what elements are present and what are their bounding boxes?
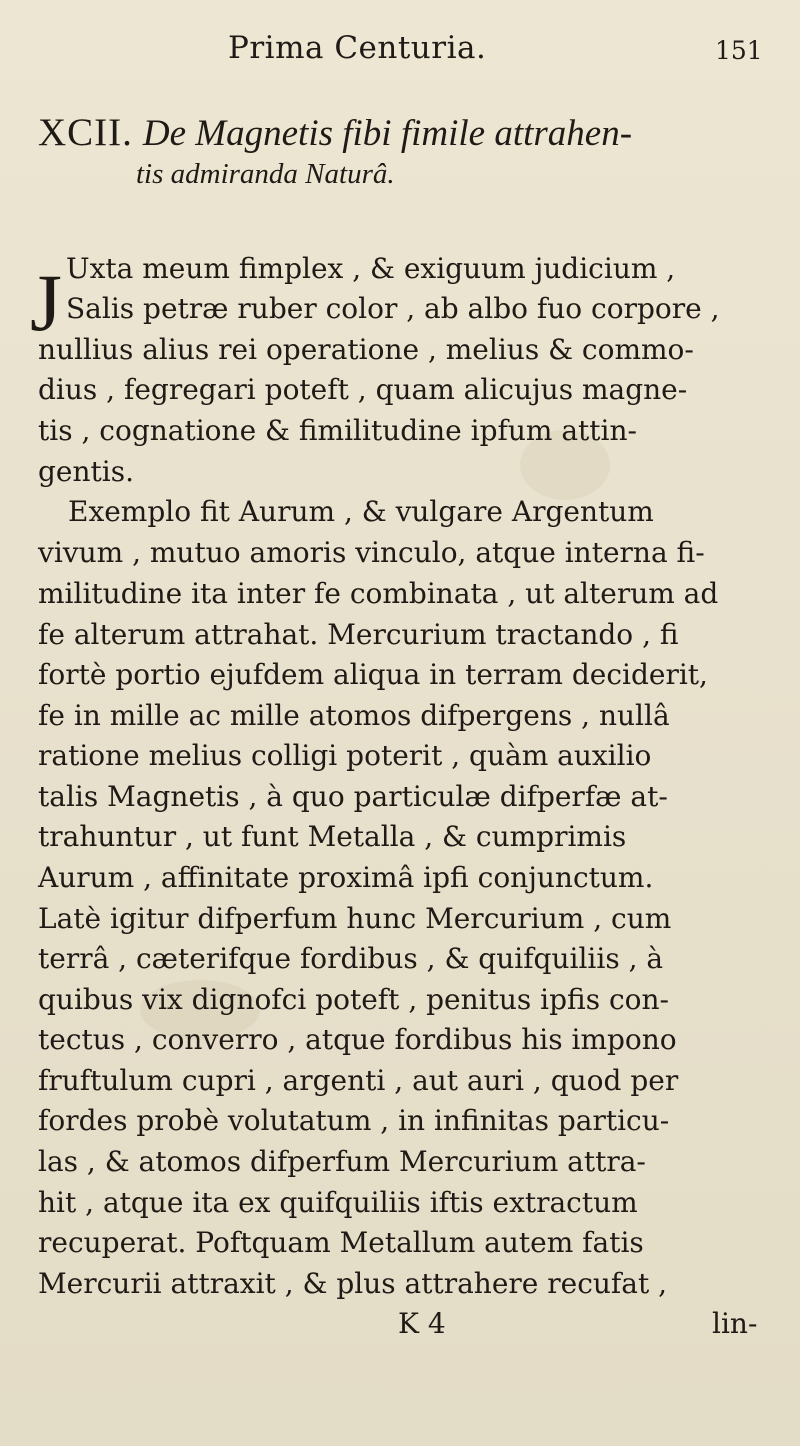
text-line: fe alterum attrahat. Mercurium tractando , fi: [38, 618, 679, 651]
chapter-number: XCII.: [38, 111, 133, 154]
text-line: recuperat. Poftquam Metallum autem fatis: [38, 1226, 644, 1259]
text-line: Salis petræ ruber color , ab albo fuo corpore ,: [66, 292, 720, 325]
text-line: ratione melius colligi poterit , quàm auxilio: [38, 739, 652, 772]
text-line: Aurum , affinitate proximâ ipfi conjunctum.: [38, 861, 654, 894]
text-line: las , & atomos difperfum Mercurium attra-: [38, 1145, 646, 1178]
text-line: talis Magnetis , à quo particulæ difperfæ at-: [38, 780, 668, 813]
text-line: Exemplo fit Aurum , & vulgare Argentum: [68, 495, 654, 528]
text-line: vivum , mutuo amoris vinculo, atque interna fi-: [38, 536, 705, 569]
running-head: Prima Centuria.: [228, 30, 487, 66]
chapter-title-part-2: tis admiranda Naturâ.: [136, 158, 395, 190]
text-line: fortè portio ejufdem aliqua in terram deciderit,: [38, 658, 708, 691]
text-line: fruftulum cupri , argenti , aut auri , quod per: [38, 1064, 679, 1097]
text-line: Uxta meum fimplex , & exiguum judicium ,: [66, 252, 676, 285]
catchword: lin-: [712, 1307, 758, 1340]
chapter-title-part-1: De Magnetis fibi fimile attrahen-: [142, 113, 633, 154]
page-number: 151: [715, 36, 763, 65]
text-line: tis , cognatione & fimilitudine ipfum attin-: [38, 414, 637, 447]
text-line: nullius alius rei operatione , melius & commo-: [38, 333, 694, 366]
signature-mark: K 4: [398, 1307, 446, 1340]
text-line: dius , fegregari poteft , quam alicujus magne-: [38, 373, 688, 406]
text-line: fordes probè volutatum , in infinitas particu-: [38, 1104, 670, 1137]
drop-cap: J: [30, 257, 62, 348]
text-line: terrâ , cæterifque fordibus , & quifquiliis , à: [38, 942, 664, 975]
text-line: hit , atque ita ex quifquiliis iftis extractum: [38, 1186, 638, 1219]
text-line: tectus , converro , atque fordibus his impono: [38, 1023, 677, 1056]
text-line: militudine ita inter fe combinata , ut alterum ad: [38, 577, 719, 610]
text-line: gentis.: [38, 455, 135, 488]
text-line: Latè igitur difperfum hunc Mercurium , cum: [38, 902, 672, 935]
text-line: Mercurii attraxit , & plus attrahere recufat ,: [38, 1267, 668, 1300]
text-line: fe in mille ac mille atomos difpergens , nullâ: [38, 699, 670, 732]
text-line: trahuntur , ut funt Metalla , & cumprimis: [38, 820, 627, 853]
text-line: quibus vix dignofci poteft , penitus ipfis con-: [38, 983, 670, 1016]
